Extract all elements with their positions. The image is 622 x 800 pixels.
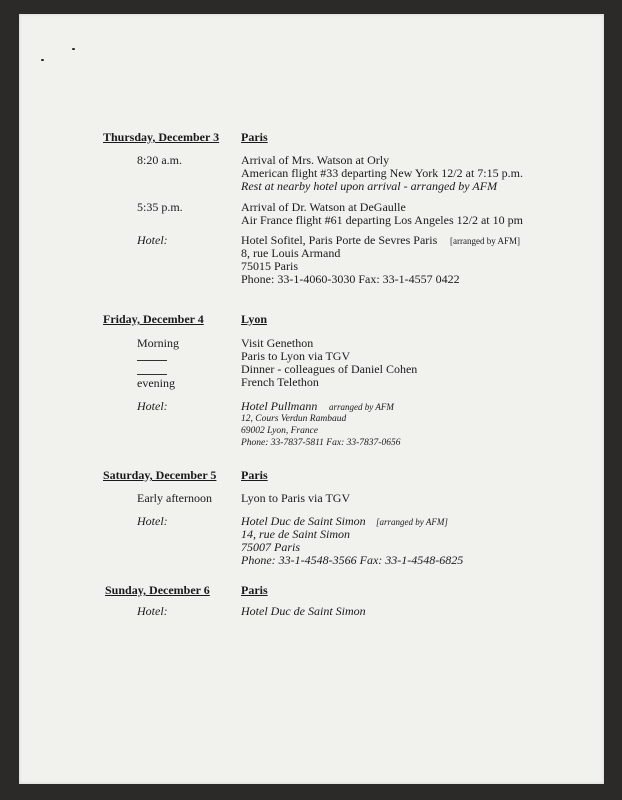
time-label: evening	[137, 376, 175, 390]
hotel-label: Hotel:	[137, 399, 168, 413]
entry-line: American flight #33 departing New York 12/2 at 7:15 p.m.	[241, 166, 523, 180]
time-label: Early afternoon	[137, 491, 212, 505]
entry-line: Phone: 33-1-4548-3566 Fax: 33-1-4548-6825	[241, 553, 464, 567]
city-heading: Paris	[241, 468, 268, 482]
entry-line: Phone: 33-7837-5811 Fax: 33-7837-0656	[241, 438, 401, 448]
entry-line: Dinner - colleagues of Daniel Cohen	[241, 362, 418, 376]
entry-line: Visit Genethon	[241, 336, 314, 350]
entry-line: Arrival of Mrs. Watson at Orly	[241, 153, 390, 167]
document-page	[19, 14, 604, 784]
entry-line: 75015 Paris	[241, 259, 298, 273]
entry-line: Arrival of Dr. Watson at DeGaulle	[241, 200, 406, 214]
time-label: Morning	[137, 336, 179, 350]
hotel-label: Hotel:	[137, 233, 168, 247]
day-heading: Thursday, December 3	[103, 130, 220, 144]
speck-mark	[41, 59, 44, 61]
arranged-note: [arranged by AFM]	[376, 517, 448, 527]
entry-line: 8, rue Louis Armand	[241, 246, 341, 260]
day-heading: Saturday, December 5	[103, 468, 217, 482]
entry-line: Hotel Pullmann	[241, 399, 318, 413]
blank-rule	[137, 374, 167, 375]
speck-mark	[72, 48, 75, 50]
arranged-note: [arranged by AFM]	[450, 236, 520, 246]
hotel-label: Hotel:	[137, 604, 168, 618]
entry-line: French Telethon	[241, 375, 319, 389]
entry-line: 75007 Paris	[241, 540, 301, 554]
entry-line: Air France flight #61 departing Los Angeles 12/2 at 10 pm	[241, 213, 523, 227]
entry-line: 14, rue de Saint Simon	[241, 527, 350, 541]
blank-rule	[137, 360, 167, 361]
hotel-label: Hotel:	[137, 514, 168, 528]
entry-line: 69002 Lyon, France	[241, 426, 319, 436]
entry-line: Hotel Duc de Saint Simon	[241, 514, 366, 528]
city-heading: Paris	[241, 130, 268, 144]
entry-line: Rest at nearby hotel upon arrival - arranged by AFM	[241, 179, 498, 193]
city-heading: Paris	[241, 583, 268, 597]
day-heading: Sunday, December 6	[105, 583, 210, 597]
day-heading: Friday, December 4	[103, 312, 204, 326]
entry-line: Paris to Lyon via TGV	[241, 349, 351, 363]
arranged-note: arranged by AFM	[329, 402, 394, 412]
entry-line: Hotel Sofitel, Paris Porte de Sevres Paris	[241, 233, 438, 247]
entry-line: 12, Cours Verdun Rambaud	[241, 414, 347, 424]
city-heading: Lyon	[241, 312, 268, 326]
time-label: 8:20 a.m.	[137, 153, 182, 167]
entry-line: Hotel Duc de Saint Simon	[241, 604, 366, 618]
time-label: 5:35 p.m.	[137, 200, 183, 214]
entry-line: Phone: 33-1-4060-3030 Fax: 33-1-4557 0422	[241, 272, 460, 286]
entry-line: Lyon to Paris via TGV	[241, 491, 351, 505]
